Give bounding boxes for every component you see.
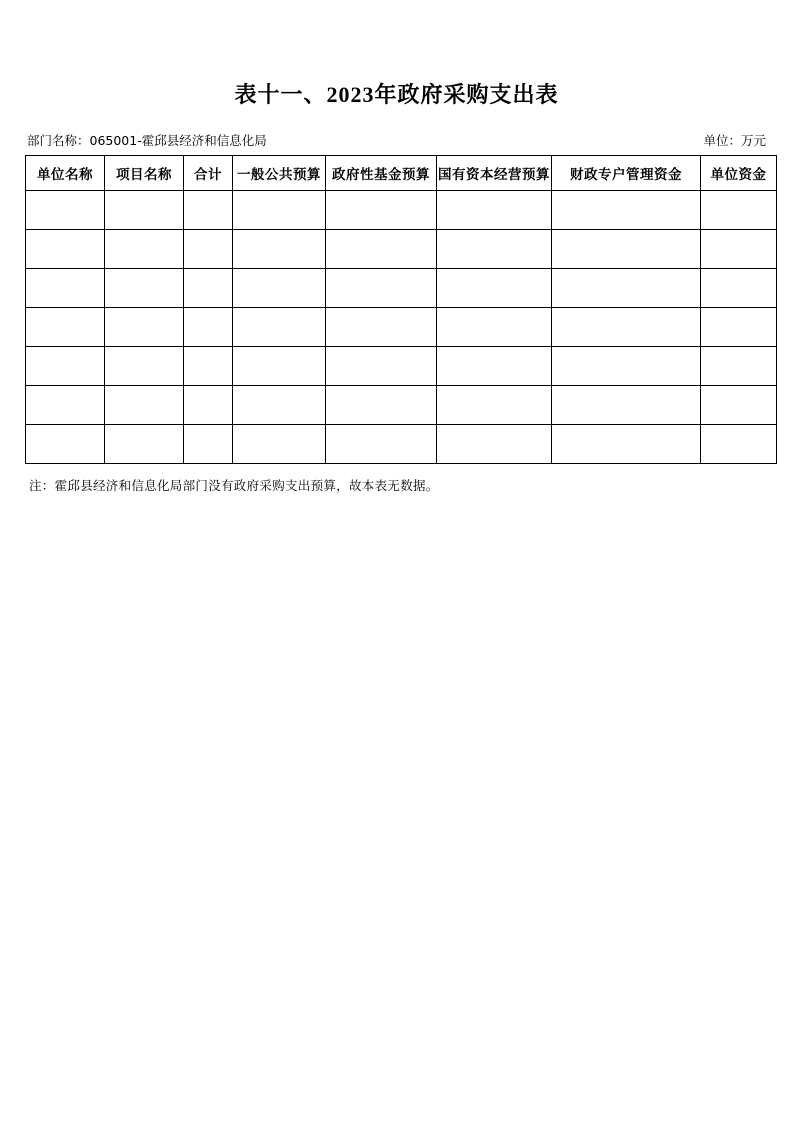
table-cell [184,425,233,464]
table-cell [105,191,184,230]
column-header-total: 合计 [184,156,233,191]
table-cell [701,308,777,347]
table-cell [326,191,437,230]
table-cell [701,425,777,464]
table-cell [552,308,701,347]
table-cell [233,425,326,464]
table-cell [326,308,437,347]
table-cell [326,425,437,464]
table-cell [184,230,233,269]
table-cell [701,230,777,269]
table-cell [233,191,326,230]
column-header-government-fund-budget: 政府性基金预算 [326,156,437,191]
table-cell [233,308,326,347]
table-cell [233,230,326,269]
table-cell [184,308,233,347]
table-body [26,191,777,464]
table-cell [26,347,105,386]
table-cell [184,191,233,230]
table-cell [437,308,552,347]
table-cell [233,347,326,386]
table-row [26,230,777,269]
table-cell [26,425,105,464]
table-row [26,191,777,230]
table-cell [326,230,437,269]
table-cell [326,386,437,425]
table-cell [26,386,105,425]
table-cell [552,230,701,269]
table-cell [105,347,184,386]
table-cell [105,386,184,425]
table-cell [105,230,184,269]
table-cell [184,347,233,386]
table-cell [437,269,552,308]
column-header-state-capital-operating-budget: 国有资本经营预算 [437,156,552,191]
table-cell [184,269,233,308]
column-header-project-name: 项目名称 [105,156,184,191]
table-cell [552,425,701,464]
document-meta [25,131,768,149]
page-title: 表十一、2023年政府采购支出表 [234,82,559,107]
table-cell [552,347,701,386]
table-cell [701,269,777,308]
table-cell [26,191,105,230]
table-cell [184,386,233,425]
column-header-unit-funds: 单位资金 [701,156,777,191]
table-cell [701,191,777,230]
table-cell [701,347,777,386]
column-header-fiscal-special-account-funds: 财政专户管理资金 [552,156,701,191]
column-header-unit-name: 单位名称 [26,156,105,191]
procurement-expenditure-table [25,155,777,464]
table-cell [552,191,701,230]
table-row [26,308,777,347]
table-cell [233,269,326,308]
table-cell [437,230,552,269]
table-cell [552,386,701,425]
table-row [26,425,777,464]
table-cell [326,347,437,386]
table-cell [437,386,552,425]
table-cell [552,269,701,308]
table-cell [437,425,552,464]
table-row [26,386,777,425]
table-cell [26,269,105,308]
table-cell [233,386,326,425]
table-cell [26,230,105,269]
table-note: 注：霍邱县经济和信息化局部门没有政府采购支出预算，故本表无数据。 [29,478,439,493]
currency-unit-label: 单位：万元 [703,133,766,148]
table-cell [105,425,184,464]
table-header [26,156,777,191]
column-header-general-public-budget: 一般公共预算 [233,156,326,191]
table-cell [105,308,184,347]
department-name-label: 部门名称：065001-霍邱县经济和信息化局 [27,133,267,148]
table-row [26,347,777,386]
table-header-row [26,156,777,191]
table-cell [437,347,552,386]
table-row [26,269,777,308]
table-cell [701,386,777,425]
table-cell [105,269,184,308]
table-cell [326,269,437,308]
table-cell [26,308,105,347]
table-cell [437,191,552,230]
